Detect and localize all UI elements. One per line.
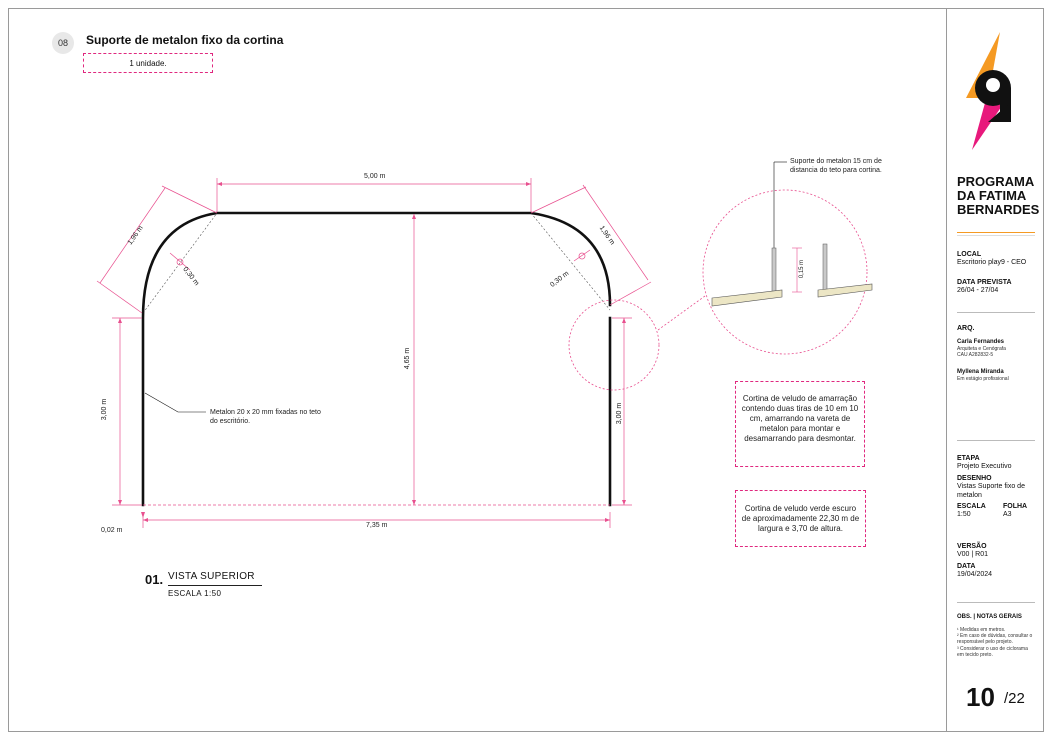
arq1-name: Carla Fernandes	[957, 339, 1005, 345]
quantity-box: 1 unidade.	[83, 53, 213, 73]
obs-note-3: ³ Considerar o uso de ciclorama em tecido preto.	[957, 646, 1028, 658]
obs-note-1: ¹ Medidas em metros.	[957, 627, 1006, 633]
view-scale: ESCALA 1:50	[168, 589, 222, 598]
page-number: 10	[966, 682, 995, 712]
dim-center-height: 4,65 m	[404, 347, 412, 370]
date-label: DATA PREVISTA	[957, 279, 1012, 286]
folha-value: A3	[1003, 511, 1012, 518]
section-divider	[957, 602, 1035, 603]
date-value: 26/04 - 27/04	[957, 287, 999, 294]
arq2-name: Myllena Miranda	[957, 369, 1004, 375]
dim-left-radius: 0,30 m	[181, 265, 201, 288]
folha-label: FOLHA	[1003, 503, 1028, 510]
arq2-role: Em estágio profissional	[957, 376, 1009, 382]
sidebar-divider	[946, 8, 947, 732]
tie-curtain-note: Cortina de veludo de amarração contendo duas tiras de 10 em 10 cm, amarrando na vareta de metalon para montar e desamarrando para desmontar.	[735, 381, 865, 467]
etapa-value: Projeto Executivo	[957, 463, 1012, 470]
etapa-label: ETAPA	[957, 455, 980, 462]
data-value: 19/04/2024	[957, 571, 993, 578]
dim-detail-height: 0,15 m	[799, 259, 806, 279]
local-value: Escritorio play9 - CEO	[957, 259, 1027, 266]
dim-left-diag: 1,96 m	[126, 224, 145, 247]
local-label: LOCAL	[957, 251, 982, 258]
arq-label: ARQ.	[957, 325, 975, 332]
view-number: 01.	[145, 572, 164, 587]
view-title-underline	[168, 585, 262, 586]
section-divider	[957, 440, 1035, 441]
support-note: Suporte do metalon 15 cm de distancia do teto para cortina.	[790, 158, 882, 174]
desenho-label: DESENHO	[957, 475, 992, 482]
dim-total-width: 7,35 m	[366, 522, 388, 529]
desenho-value: Vistas Suporte fixo de metalon	[957, 483, 1025, 499]
section-divider	[957, 312, 1035, 313]
play9-logo-icon	[958, 32, 1028, 152]
project-title: PROGRAMA DA FATIMA BERNARDES	[957, 174, 1040, 217]
page-total: /22	[1004, 690, 1025, 707]
view-title: VISTA SUPERIOR	[168, 571, 255, 582]
obs-note-2: ² Em caso de dúvidas, consultar o responsável pelo projeto.	[957, 633, 1033, 645]
dim-left-height: 3,00 m	[101, 398, 109, 421]
escala-label: ESCALA	[957, 503, 986, 510]
metalon-note: Metalon 20 x 20 mm fixadas no teto do escritório.	[210, 409, 321, 425]
title-stripe-grey	[957, 235, 1035, 236]
arq1-role: Arquiteta e Cenógrafa	[957, 346, 1006, 352]
dim-right-radius: 0,30 m	[549, 270, 571, 289]
green-curtain-note: Cortina de veludo verde escuro de aproximadamente 22,30 m de largura e 3,70 de altura.	[735, 490, 866, 547]
title-stripe-orange	[957, 232, 1035, 233]
versao-value: V00 | R01	[957, 551, 989, 558]
escala-value: 1:50	[957, 511, 971, 518]
dim-right-diag: 1,96 m	[597, 224, 616, 247]
item-number-badge: 08	[52, 32, 74, 54]
dim-right-height: 3,00 m	[616, 402, 624, 425]
dim-top-width: 5,00 m	[364, 173, 386, 180]
dim-base-offset: 0,02 m	[101, 527, 123, 534]
page-title: Suporte de metalon fixo da cortina	[86, 33, 284, 47]
data-label: DATA	[957, 563, 976, 570]
arq1-cau: CAU A282832-5	[957, 352, 994, 358]
versao-label: VERSÃO	[957, 543, 987, 550]
obs-label: OBS. | NOTAS GERAIS	[957, 614, 1022, 620]
